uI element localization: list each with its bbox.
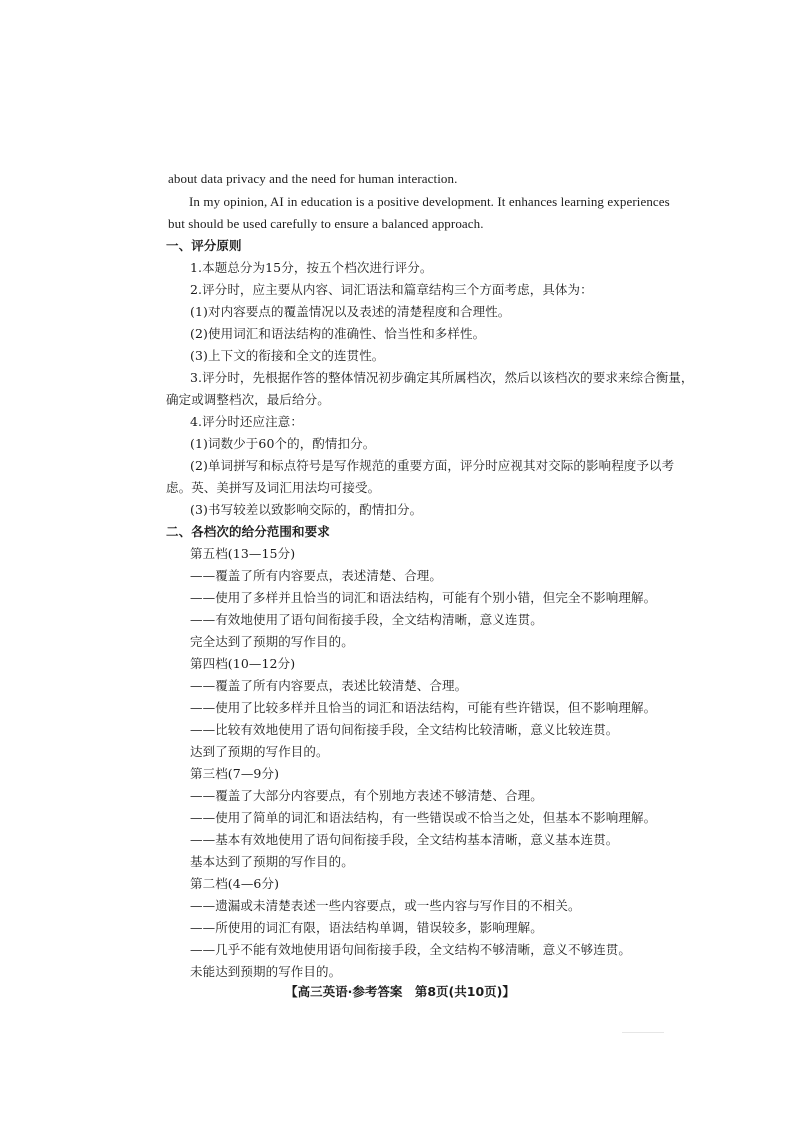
- band-summary: 未能达到预期的写作目的。: [190, 964, 342, 979]
- band-title: 第四档(10—12分): [190, 656, 296, 671]
- band-criterion: ——基本有效地使用了语句间衔接手段，全文结构基本清晰，意义基本连贯。: [190, 832, 619, 847]
- band-title: 第五档(13—15分): [190, 546, 296, 561]
- rule-item: 4.评分时还应注意：: [190, 414, 303, 429]
- section-heading: 一、评分原则: [166, 238, 242, 253]
- rule-subitem: (1)词数少于60个的，酌情扣分。: [190, 436, 376, 451]
- band-criterion: ——使用了简单的词汇和语法结构，有一些错误或不恰当之处，但基本不影响理解。: [190, 810, 657, 825]
- rule-subitem: (2)单词拼写和标点符号是写作规范的重要方面，评分时应视其对交际的影响程度予以考: [190, 458, 675, 473]
- section-heading: 二、各档次的给分范围和要求: [166, 524, 330, 539]
- band-summary: 基本达到了预期的写作目的。: [190, 854, 354, 869]
- rule-item-continued: 确定或调整档次，最后给分。: [166, 392, 330, 407]
- rule-item: 1.本题总分为15分，按五个档次进行评分。: [190, 260, 433, 275]
- band-criterion: ——所使用的词汇有限，语法结构单调，错误较多，影响理解。: [190, 920, 543, 935]
- essay-line: about data privacy and the need for human interaction.: [168, 171, 458, 186]
- band-title: 第二档(4—6分): [190, 876, 280, 891]
- band-summary: 完全达到了预期的写作目的。: [190, 634, 354, 649]
- rule-item: 3.评分时，先根据作答的整体情况初步确定其所属档次，然后以该档次的要求来综合衡量，: [190, 370, 694, 385]
- band-criterion: ——几乎不能有效地使用语句间衔接手段，全文结构不够清晰，意义不够连贯。: [190, 942, 632, 957]
- band-criterion: ——使用了比较多样并且恰当的词汇和语法结构，可能有些许错误，但不影响理解。: [190, 700, 657, 715]
- essay-line: but should be used carefully to ensure a balanced approach.: [168, 216, 484, 231]
- band-criterion: ——覆盖了所有内容要点，表述清楚、合理。: [190, 568, 443, 583]
- essay-line: In my opinion, AI in education is a positive development. It enhances learning experiences: [189, 194, 670, 209]
- rule-subitem-continued: 虑。英、美拼写及词汇用法均可接受。: [166, 480, 381, 495]
- band-criterion: ——覆盖了所有内容要点，表述比较清楚、合理。: [190, 678, 468, 693]
- band-criterion: ——遗漏或未清楚表述一些内容要点，或一些内容与写作目的不相关。: [190, 898, 581, 913]
- rule-subitem: (3)上下文的衔接和全文的连贯性。: [190, 348, 385, 363]
- rule-subitem: (1)对内容要点的覆盖情况以及表述的清楚程度和合理性。: [190, 304, 511, 319]
- scan-artifact: [622, 1032, 664, 1033]
- band-title: 第三档(7—9分): [190, 766, 280, 781]
- band-criterion: ——有效地使用了语句间衔接手段，全文结构清晰，意义连贯。: [190, 612, 543, 627]
- rule-subitem: (2)使用词汇和语法结构的准确性、恰当性和多样性。: [190, 326, 486, 341]
- rule-item: 2.评分时，应主要从内容、词汇语法和篇章结构三个方面考虑，具体为：: [190, 282, 593, 297]
- page-footer: 【高三英语·参考答案 第8页(共10页)】: [285, 984, 515, 999]
- band-summary: 达到了预期的写作目的。: [190, 744, 329, 759]
- band-criterion: ——使用了多样并且恰当的词汇和语法结构，可能有个别小错，但完全不影响理解。: [190, 590, 657, 605]
- band-criterion: ——比较有效地使用了语句间衔接手段，全文结构比较清晰，意义比较连贯。: [190, 722, 619, 737]
- band-criterion: ——覆盖了大部分内容要点，有个别地方表述不够清楚、合理。: [190, 788, 543, 803]
- rule-subitem: (3)书写较差以致影响交际的，酌情扣分。: [190, 502, 423, 517]
